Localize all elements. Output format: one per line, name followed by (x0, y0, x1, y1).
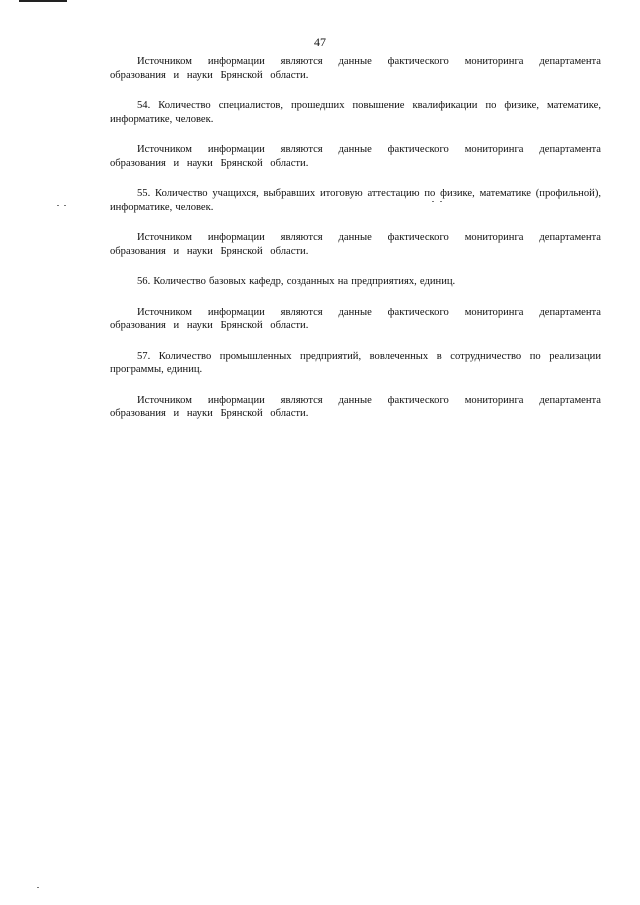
indicator-paragraph-55: 55. Количество учащихся, выбравших итоговую аттестацию по физике, математике (профильной), информатике, человек. (110, 188, 601, 213)
indicator-paragraph-57: 57. Количество промышленных предприятий, вовлеченных в сотрудничество по реализации программы, единиц. (110, 350, 601, 375)
scan-speck (432, 201, 434, 202)
scan-speck (37, 887, 39, 888)
source-paragraph: Источником информации являются данные фактического мониторинга департамента образования и науки Брянской области. (110, 56, 601, 81)
scan-speck (440, 201, 442, 202)
source-paragraph: Источником информации являются данные фактического мониторинга департамента образования и науки Брянской области. (110, 232, 601, 257)
scan-corner-mark (19, 0, 67, 2)
page-number: 47 (314, 35, 326, 49)
scan-speck (57, 205, 59, 206)
source-paragraph: Источником информации являются данные фактического мониторинга департамента образования и науки Брянской области. (110, 394, 601, 419)
indicator-paragraph-54: 54. Количество специалистов, прошедших повышение квалификации по физике, математике, информатике, человек. (110, 100, 601, 125)
source-paragraph: Источником информации являются данные фактического мониторинга департамента образования и науки Брянской области. (110, 306, 601, 331)
document-body (110, 55, 601, 438)
indicator-paragraph-56: 56. Количество базовых кафедр, созданных на предприятиях, единиц. (137, 276, 456, 287)
scan-speck (64, 205, 66, 206)
source-paragraph: Источником информации являются данные фактического мониторинга департамента образования и науки Брянской области. (110, 144, 601, 169)
